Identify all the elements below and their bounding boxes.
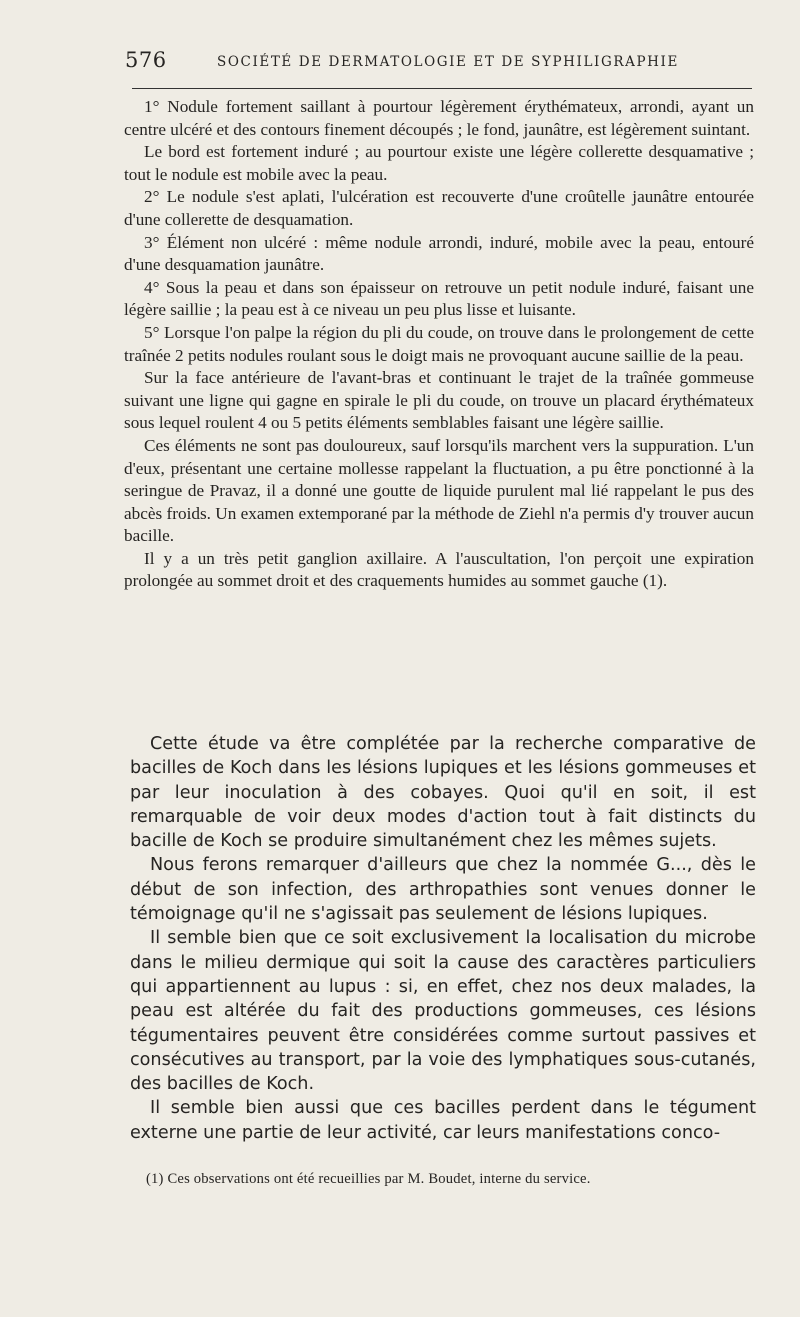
observation-paragraph: Sur la face antérieure de l'avant-bras et continuant le trajet de la traînée gommeuse suivant une ligne qui gagne en spirale le pli du coude, on trouve un placard érythémateux sous lequel roulent 4 ou 5 petits éléments semblables faisant une légère saillie. xyxy=(124,368,754,433)
observation-paragraph: 5° Lorsque l'on palpe la région du pli du coude, on trouve dans le prolongement de cette traînée 2 petits nodules roulant sous le doigt mais ne provoquant aucune saillie de la peau. xyxy=(124,322,754,365)
observation-paragraph: 1° Nodule fortement saillant à pourtour légèrement érythémateux, arrondi, ayant un centre ulcéré et des contours finement découpés ; le fond, jaunâtre, est légèrement suintant. xyxy=(124,97,754,139)
discussion-text xyxy=(130,732,756,1145)
page-header xyxy=(125,48,753,80)
case-observation xyxy=(124,96,754,593)
observation-paragraph: 2° Le nodule s'est aplati, l'ulcération est recouverte d'une croûtelle jaunâtre entourée d'une collerette de desquamation. xyxy=(124,187,754,229)
observation-paragraph: Ces éléments ne sont pas douloureux, sauf lorsqu'ils marchent vers la suppuration. L'un d'eux, présentant une certaine mollesse rappelant la fluctuation, a pu être ponctionné à la seringue de Pravaz, il a donné une goutte de liquide purulent mal lié rappelant le pus des abcès froids. Un examen extemporané par la méthode de Ziehl n'a permis d'y trouver aucun bacille. xyxy=(124,435,754,546)
discussion-paragraph: Nous ferons remarquer d'ailleurs que chez la nommée G..., dès le début de son infection, des arthropathies sont venues donner le témoignage qu'il ne s'agissait pas seulement de lésions lupiques. xyxy=(130,855,756,925)
page-number: 576 xyxy=(125,48,167,72)
discussion-paragraph: Cette étude va être complétée par la recherche comparative de bacilles de Koch dans les lésions lupiques et les lésions gommeuses et par leur inoculation à des cobayes. Quoi qu'il en soit, il est remarquable de voir deux modes d'action tout à fait distincts du bacille de Koch se produire simultanément chez les mêmes sujets. xyxy=(130,734,756,852)
observation-paragraph: Il y a un très petit ganglion axillaire. A l'auscultation, l'on perçoit une expiration prolongée au sommet droit et des craquements humides au sommet gauche (1). xyxy=(124,548,754,591)
observation-paragraph: 3° Élément non ulcéré : même nodule arrondi, induré, mobile avec la peau, entouré d'une desquamation jaunâtre. xyxy=(124,232,754,275)
observation-paragraph: Le bord est fortement induré ; au pourtour existe une légère collerette desquamative ; tout le nodule est mobile avec la peau. xyxy=(124,142,754,184)
running-title: SOCIÉTÉ DE DERMATOLOGIE ET DE SYPHILIGRAPHIE xyxy=(217,54,679,70)
footnote: (1) Ces observations ont été recueillies par M. Boudet, interne du service. xyxy=(146,1171,591,1187)
discussion-paragraph: Il semble bien que ce soit exclusivement la localisation du microbe dans le milieu dermique qui soit la cause des caractères particuliers qui appartiennent au lupus : si, en effet, chez nos deux malades, la peau est altérée du fait des productions gommeuses, ces lésions tégumentaires peuvent être considérées comme surtout passives et consécutives au transport, par la voie des lymphatiques sous-cutanés, des bacilles de Koch. xyxy=(130,928,756,1095)
header-rule xyxy=(132,88,752,89)
discussion-paragraph: Il semble bien aussi que ces bacilles perdent dans le tégument externe une partie de leur activité, car leurs manifestations conco- xyxy=(130,1098,756,1143)
observation-paragraph: 4° Sous la peau et dans son épaisseur on retrouve un petit nodule induré, faisant une légère saillie ; la peau est à ce niveau un peu plus lisse et luisante. xyxy=(124,277,754,320)
